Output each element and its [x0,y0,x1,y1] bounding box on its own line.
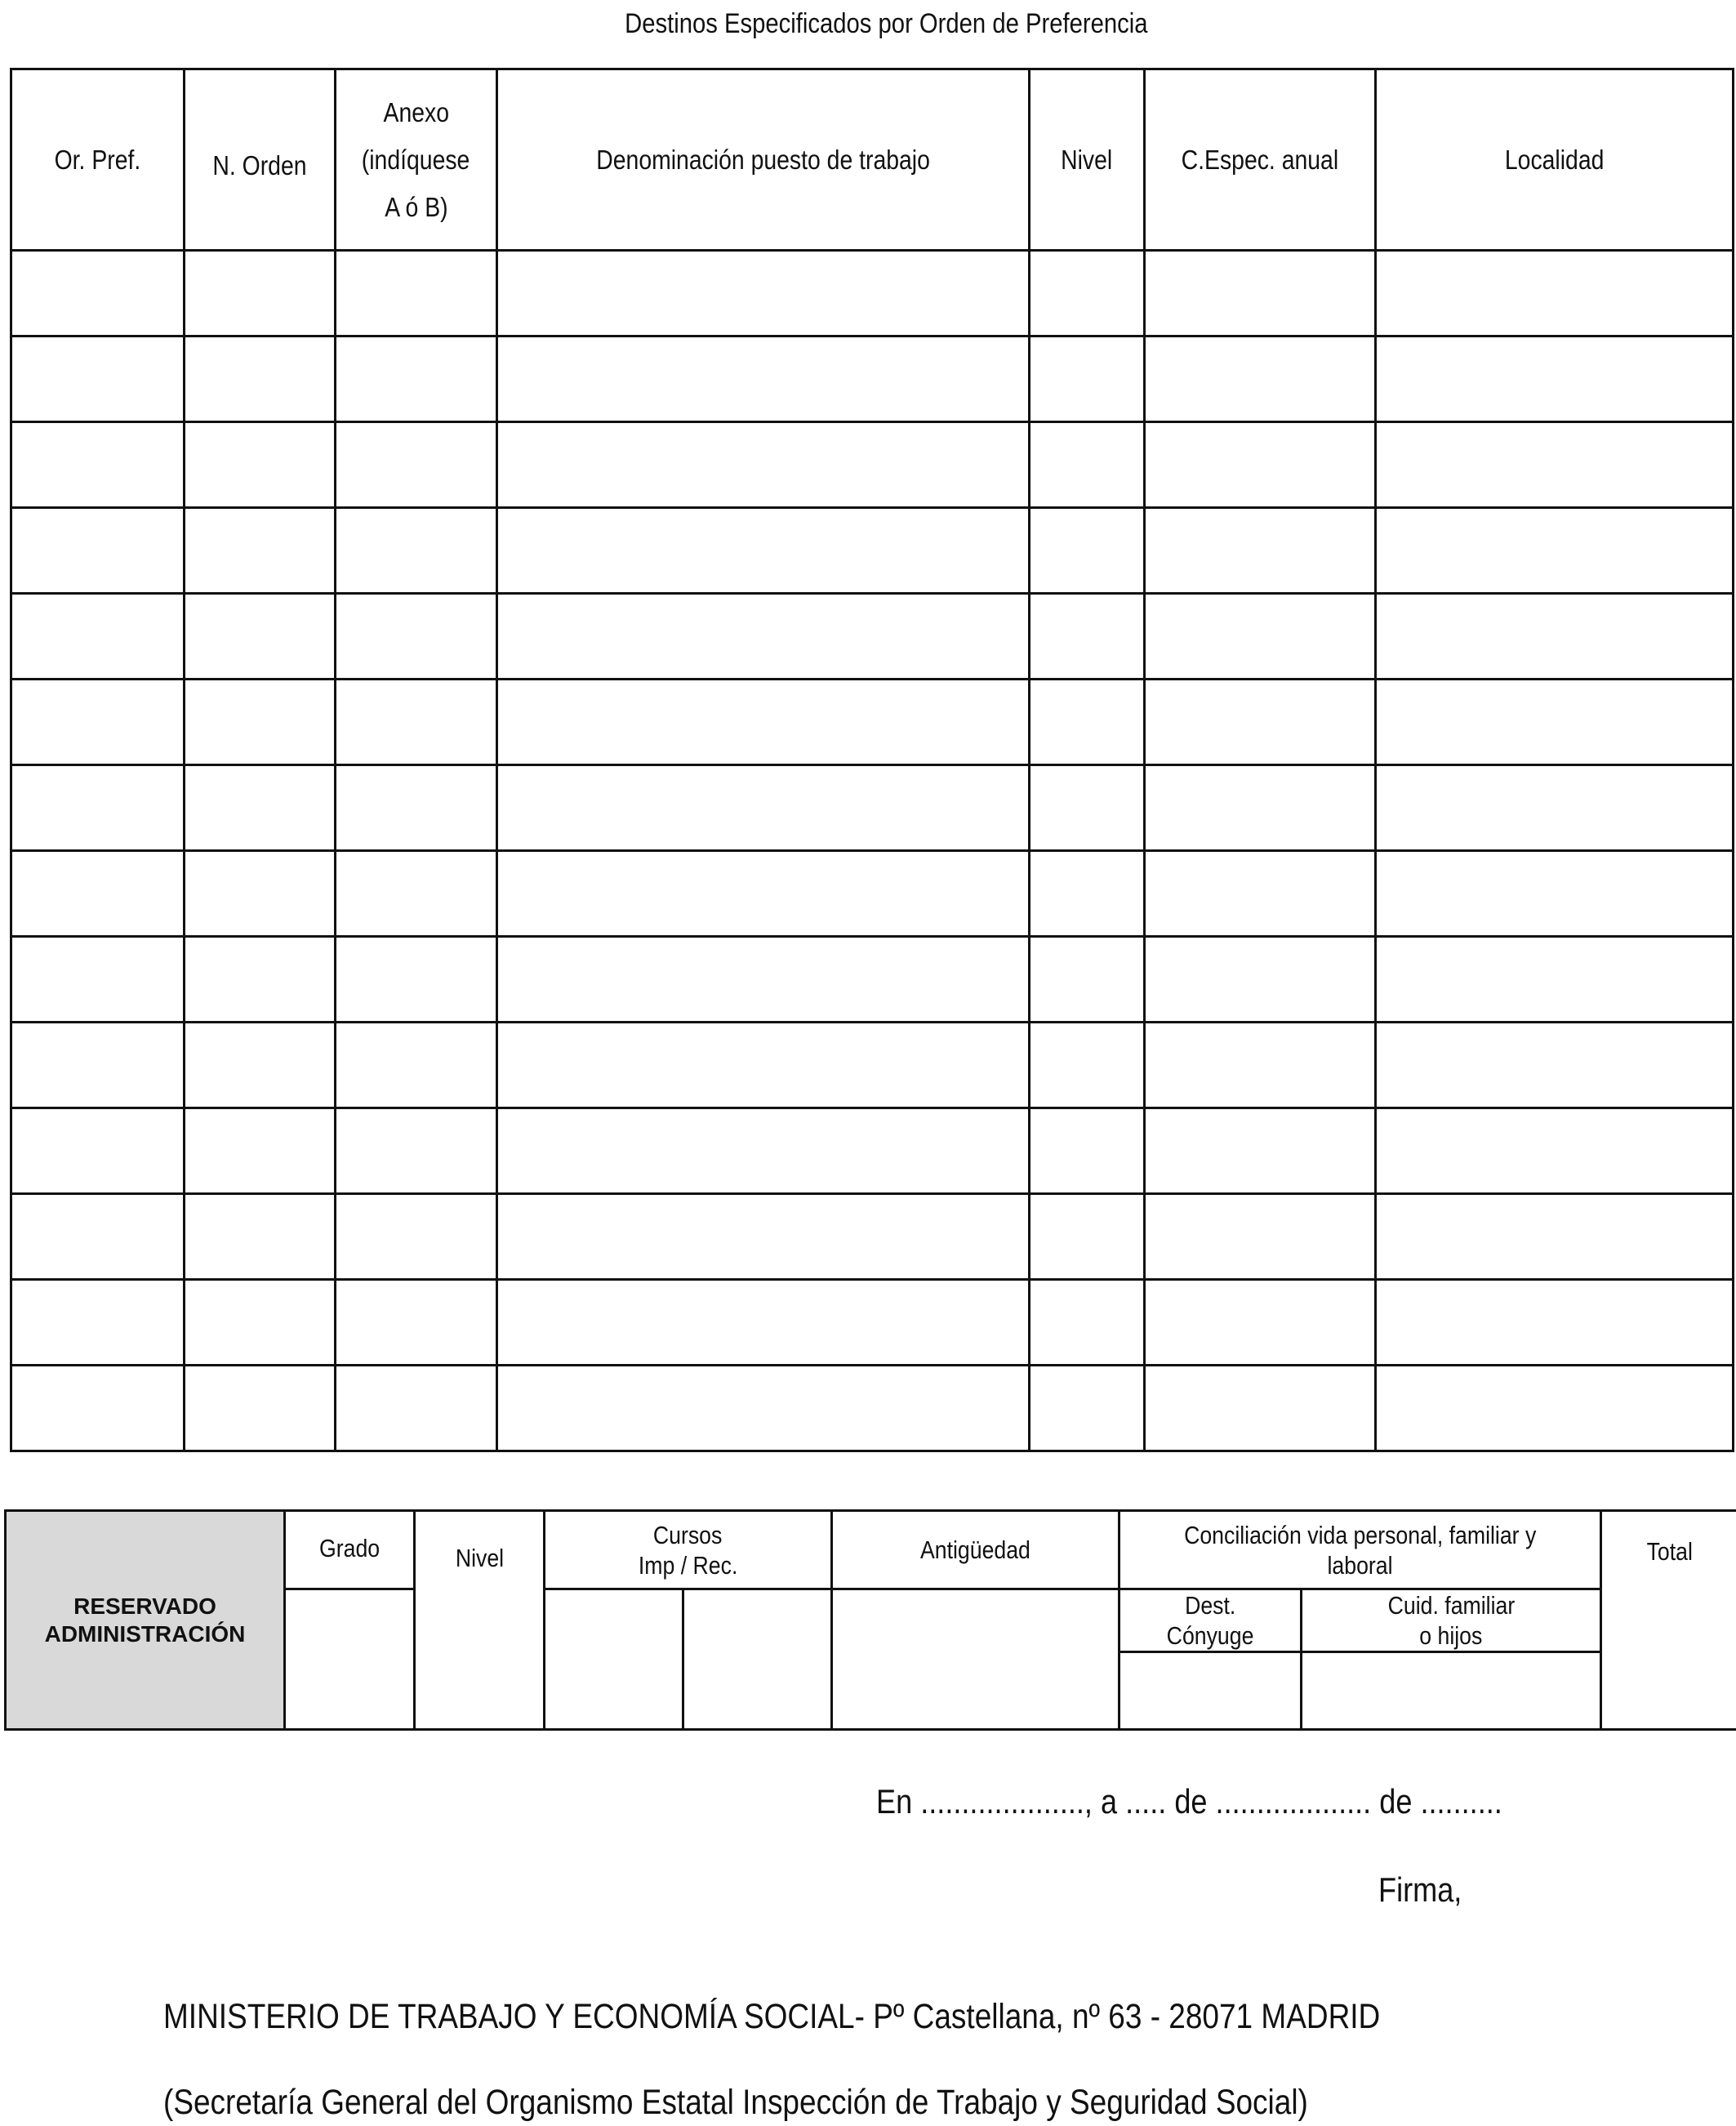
cell-c-espec [1145,594,1376,680]
cell-nivel [1030,1194,1145,1280]
admin-header-grado: Grado [285,1511,415,1589]
cell-anexo [336,594,497,680]
cell-n-orden [185,765,336,851]
admin-table [4,1509,1736,1731]
cell-c-espec [1145,1194,1376,1280]
cell-n-orden [185,422,336,508]
admin-cell-cursos-rec [683,1589,832,1730]
cell-or-pref [11,508,185,594]
cell-or-pref [11,422,185,508]
cell-anexo [336,1194,497,1280]
footer-address: MINISTERIO DE TRABAJO Y ECONOMÍA SOCIAL- Pº Castellana, nº 63 - 28071 MADRID [163,1997,1381,2036]
cell-nivel [1030,1023,1145,1108]
cell-denominacion [497,1366,1030,1451]
cell-localidad [1376,1108,1734,1194]
cell-denominacion [497,937,1030,1023]
cell-c-espec [1145,680,1376,765]
cell-c-espec [1145,851,1376,937]
table-row [11,508,1734,594]
header-nivel: Nivel [1030,69,1145,251]
cell-n-orden [185,1108,336,1194]
cell-nivel [1030,851,1145,937]
table-row [11,1108,1734,1194]
header-localidad: Localidad [1376,69,1734,251]
cell-or-pref [11,1194,185,1280]
cell-denominacion [497,508,1030,594]
cell-anexo [336,1366,497,1451]
cell-localidad [1376,937,1734,1023]
header-or-pref: Or. Pref. [11,69,185,251]
cell-nivel [1030,594,1145,680]
admin-header-nivel: Nivel [415,1511,545,1730]
table-row [11,680,1734,765]
cell-anexo [336,508,497,594]
cell-nivel [1030,251,1145,337]
cell-localidad [1376,1366,1734,1451]
cell-localidad [1376,1023,1734,1108]
cell-anexo [336,251,497,337]
cell-denominacion [497,680,1030,765]
cell-localidad [1376,680,1734,765]
cell-or-pref [11,937,185,1023]
cell-anexo [336,337,497,422]
cell-anexo [336,1280,497,1366]
cell-or-pref [11,1366,185,1451]
cell-n-orden [185,1366,336,1451]
cell-n-orden [185,937,336,1023]
admin-cell-grado [285,1589,415,1730]
cell-anexo [336,422,497,508]
cell-localidad [1376,1194,1734,1280]
admin-cell-antiguedad [832,1589,1119,1730]
table-row [11,337,1734,422]
date-place-line: En ...................., a ..... de ................... de .......... [876,1782,1502,1821]
cell-denominacion [497,851,1030,937]
table-row [11,251,1734,337]
cell-denominacion [497,1280,1030,1366]
cell-n-orden [185,1280,336,1366]
cell-nivel [1030,508,1145,594]
cell-denominacion [497,422,1030,508]
cell-localidad [1376,1280,1734,1366]
cell-n-orden [185,1023,336,1108]
footer-department: (Secretaría General del Organismo Estatal Inspección de Trabajo y Seguridad Social) [163,2083,1308,2122]
cell-localidad [1376,594,1734,680]
admin-cell-cursos-imp [545,1589,683,1730]
header-c-espec: C.Espec. anual [1145,69,1376,251]
table-row [11,1366,1734,1451]
table-row [11,1280,1734,1366]
table-row [11,765,1734,851]
admin-header-total: Total [1601,1511,1736,1730]
cell-localidad [1376,251,1734,337]
preference-table [10,68,1734,1452]
preference-header-row [11,69,1734,251]
cell-c-espec [1145,508,1376,594]
form-title: Destinos Especificados por Orden de Preferencia [624,8,1148,39]
cell-n-orden [185,594,336,680]
admin-cell-cuid-familiar [1302,1652,1601,1730]
cell-anexo [336,851,497,937]
cell-nivel [1030,1108,1145,1194]
cell-anexo [336,765,497,851]
cell-n-orden [185,337,336,422]
header-anexo: Anexo (indíquese A ó B) [336,69,497,251]
table-row [11,594,1734,680]
cell-c-espec [1145,1023,1376,1108]
admin-header-antiguedad: Antigüedad [832,1511,1119,1589]
header-denominacion: Denominación puesto de trabajo [497,69,1030,251]
reserved-administration: RESERVADO ADMINISTRACIÓN [6,1511,285,1730]
cell-nivel [1030,937,1145,1023]
cell-n-orden [185,251,336,337]
cell-anexo [336,937,497,1023]
cell-c-espec [1145,937,1376,1023]
cell-localidad [1376,508,1734,594]
admin-header-dest-conyuge: Dest. Cónyuge [1119,1589,1302,1652]
cell-n-orden [185,508,336,594]
cell-nivel [1030,1280,1145,1366]
cell-c-espec [1145,337,1376,422]
cell-nivel [1030,422,1145,508]
cell-nivel [1030,765,1145,851]
cell-or-pref [11,1280,185,1366]
cell-nivel [1030,680,1145,765]
cell-localidad [1376,422,1734,508]
cell-or-pref [11,337,185,422]
cell-localidad [1376,337,1734,422]
cell-c-espec [1145,1108,1376,1194]
cell-localidad [1376,765,1734,851]
cell-anexo [336,1023,497,1108]
cell-or-pref [11,1023,185,1108]
cell-anexo [336,680,497,765]
cell-denominacion [497,1108,1030,1194]
table-row [11,937,1734,1023]
cell-c-espec [1145,1280,1376,1366]
table-row [11,1023,1734,1108]
cell-anexo [336,1108,497,1194]
cell-denominacion [497,337,1030,422]
admin-header-conciliacion: Conciliación vida personal, familiar y laboral [1119,1511,1601,1589]
cell-c-espec [1145,251,1376,337]
cell-n-orden [185,851,336,937]
cell-denominacion [497,765,1030,851]
cell-or-pref [11,1108,185,1194]
cell-or-pref [11,765,185,851]
cell-n-orden [185,680,336,765]
table-row [11,851,1734,937]
cell-nivel [1030,337,1145,422]
cell-c-espec [1145,1366,1376,1451]
table-row [11,422,1734,508]
table-row [11,1194,1734,1280]
cell-c-espec [1145,765,1376,851]
header-n-orden: N. Orden [185,69,336,251]
cell-denominacion [497,1023,1030,1108]
cell-or-pref [11,851,185,937]
cell-nivel [1030,1366,1145,1451]
cell-or-pref [11,251,185,337]
cell-n-orden [185,1194,336,1280]
cell-denominacion [497,1194,1030,1280]
cell-denominacion [497,594,1030,680]
cell-denominacion [497,251,1030,337]
cell-or-pref [11,594,185,680]
signature-label: Firma, [1378,1870,1462,1909]
admin-header-cuid-familiar: Cuid. familiar o hijos [1302,1589,1601,1652]
cell-localidad [1376,851,1734,937]
admin-cell-dest-conyuge [1119,1652,1302,1730]
cell-c-espec [1145,422,1376,508]
cell-or-pref [11,680,185,765]
admin-header-cursos: Cursos Imp / Rec. [545,1511,832,1589]
